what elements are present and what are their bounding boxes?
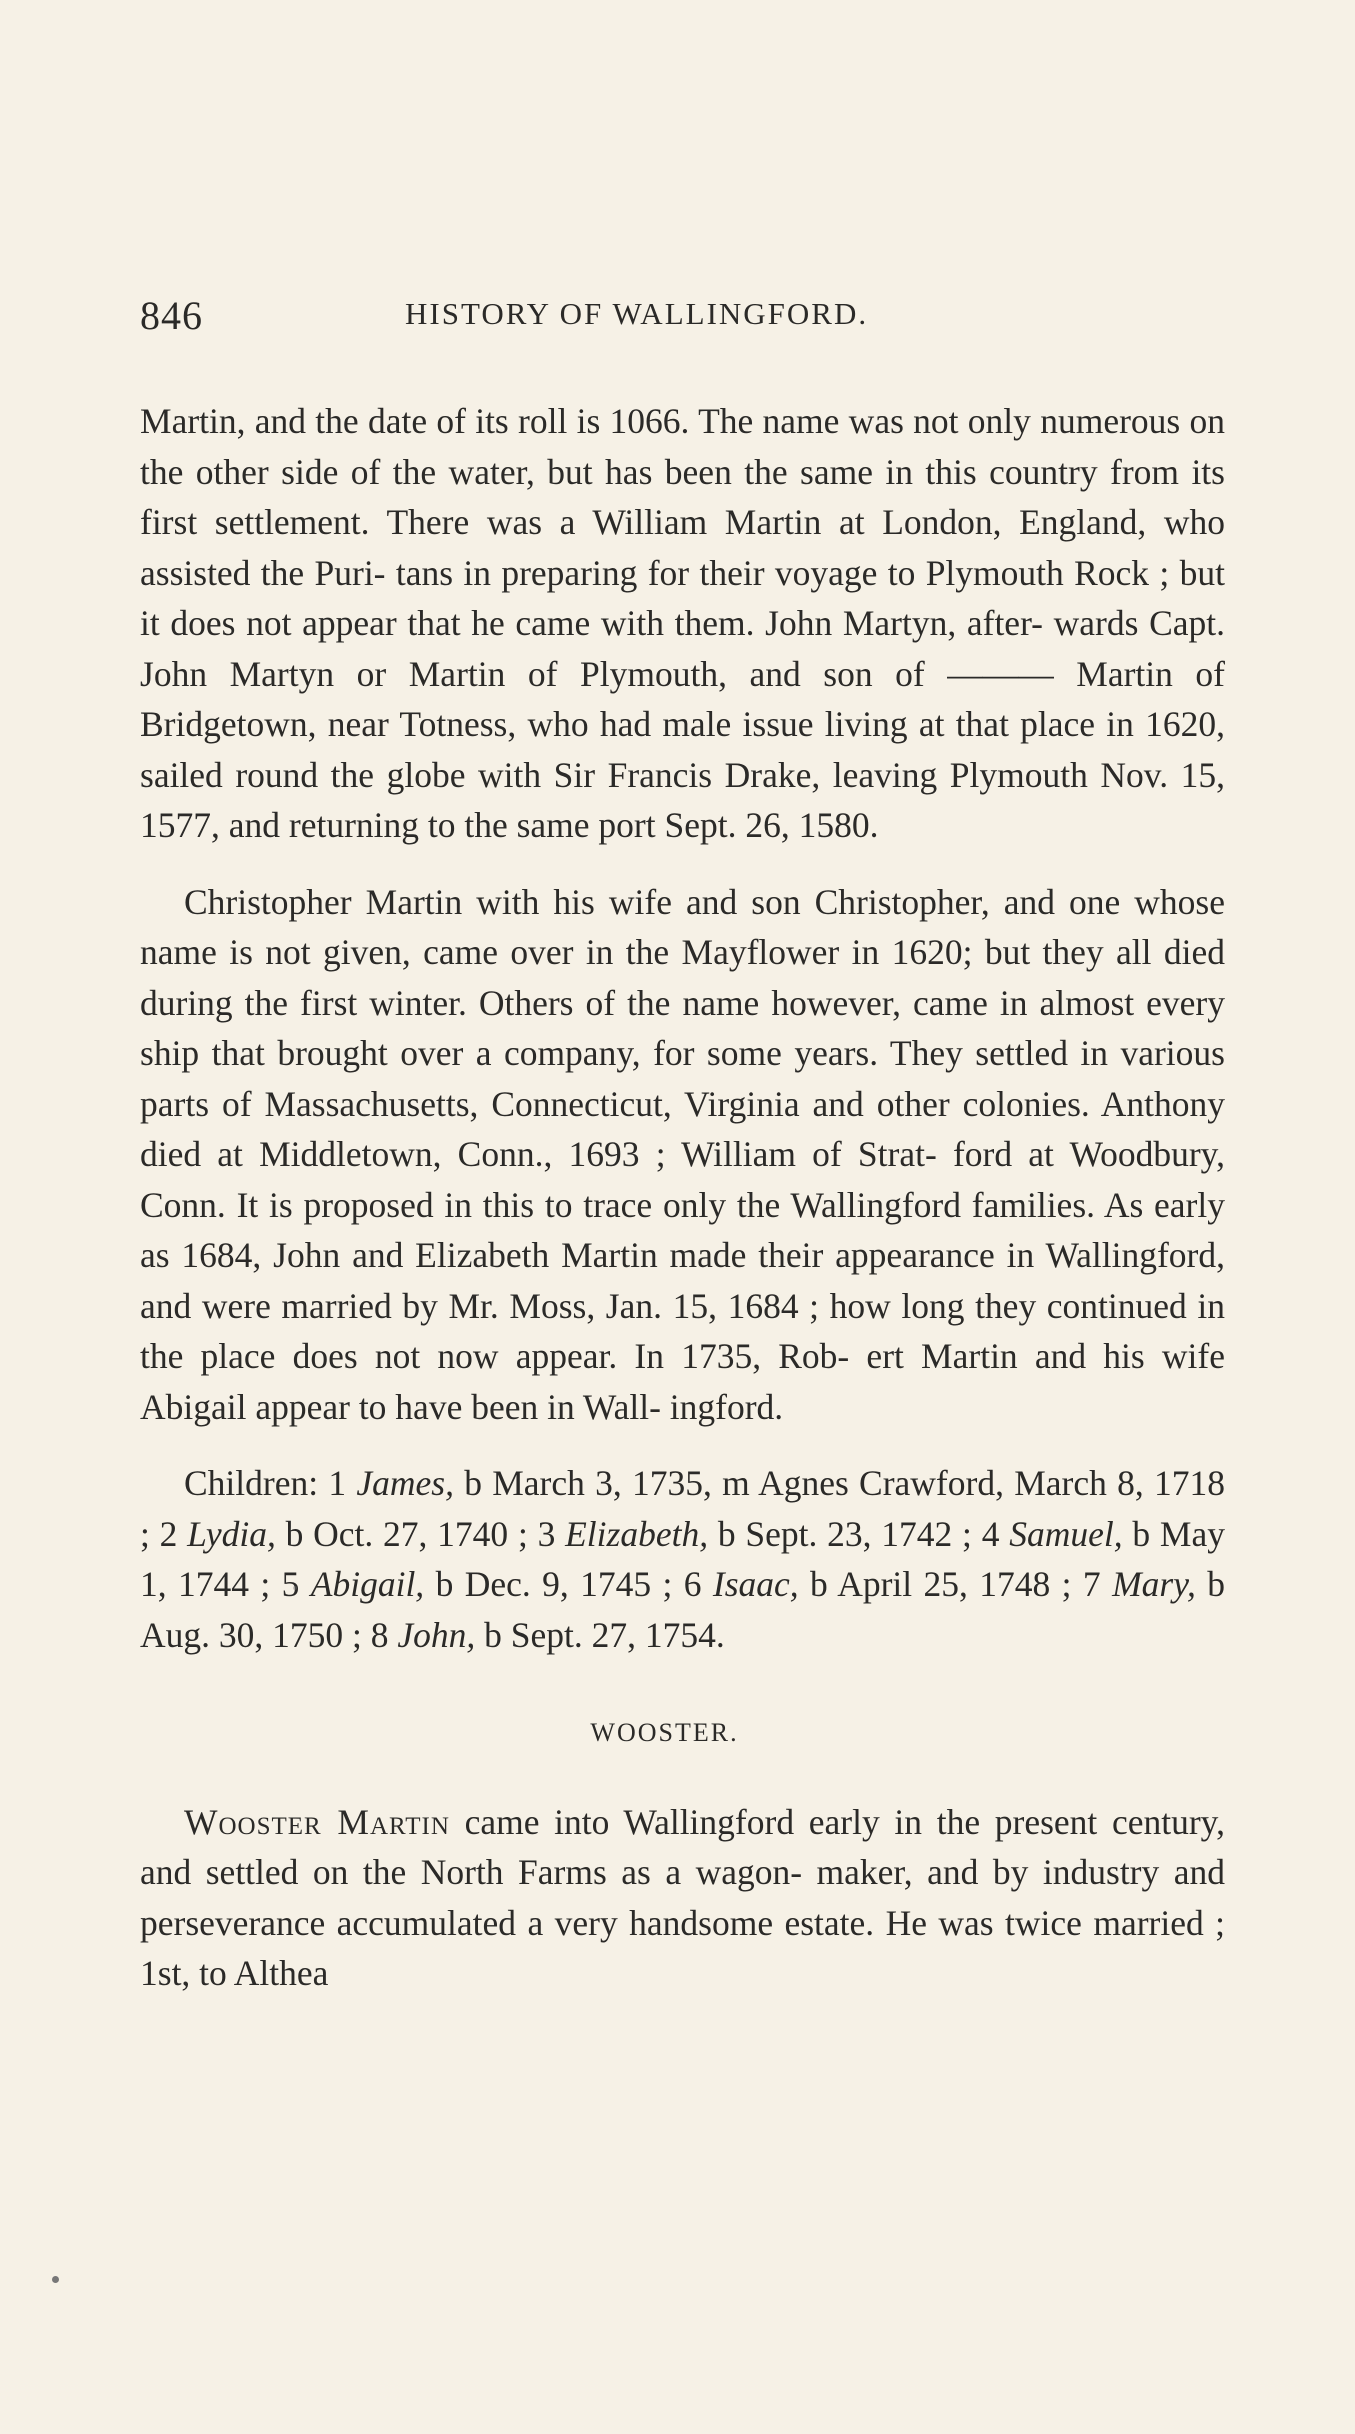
paragraph-martin-origins: Martin, and the date of its roll is 1066. The name was not only numerous on the other side of the water, but has been the same in this country from its first settlement. There was a William Martin at London, England, who assisted the Puri- tans in preparing for their voyage to Plymouth Rock ; but it does not appear that he came with them. John Martyn, after- wards Capt. John Martyn or Martin of Plymouth, and son of ——— Martin of Bridgetown, near Totness, who had male issue living at that place in 1620, sailed round the globe with Sir Francis Drake, leaving Plymouth Nov. 15, 1577, and returning to the same port Sept. 26, 1580.	[140, 401, 1225, 845]
running-head	[140, 292, 1225, 344]
child-name: Mary,	[1112, 1564, 1196, 1604]
body-text	[140, 396, 1225, 1999]
child-name: Lydia,	[187, 1513, 276, 1554]
children-intro: Children: 1	[184, 1463, 357, 1503]
section-heading-wooster: WOOSTER.	[590, 1718, 739, 1747]
child-name: John,	[397, 1614, 476, 1655]
children-list	[140, 1458, 1225, 1660]
child-name: Abigail,	[310, 1564, 425, 1604]
page-number: 846	[140, 293, 203, 338]
paragraph-text: came into Wallingford early in the present century, and settled on the North Farms as a wagon- maker, and by industry and perseverance accumulated a very handsome estate. He was twice married ; 1st, to Althea	[140, 1801, 1225, 1993]
child-details: b Dec. 9, 1745 ; 6	[424, 1564, 713, 1604]
child-name: James,	[356, 1463, 454, 1503]
paragraph-early-martins: Christopher Martin with his wife and son Christopher, and one whose name is not given, came over in the Mayflower in 1620; but they all died during the first winter. Others of the name however, came in almost every ship that brought over a company, for some years. They settled in various parts of Massachusetts, Connecticut, Virginia and other colonies. Anthony died at Middletown, Conn., 1693 ; William of Strat- ford at Woodbury, Conn. It is proposed in this to trace only the Wallingford families. As early as 1684, John and Elizabeth Martin made their appearance in Wallingford, and were married by Mr. Moss, Jan. 15, 1684 ; how long they continued in the place does not now appear. In 1735, Rob- ert Martin and his wife Abigail appear to have been in Wall- ingford.	[140, 881, 1225, 1427]
paper-spot	[293, 1586, 297, 1590]
child-details: b Sept. 23, 1742 ; 4	[708, 1513, 1010, 1554]
child-details: b April 25, 1748 ; 7	[798, 1564, 1113, 1604]
running-title: HISTORY OF WALLINGFORD.	[405, 296, 869, 331]
page-content	[140, 292, 1225, 1999]
child-name: Elizabeth,	[565, 1513, 709, 1554]
child-details: b March 3, 1735, m Agnes Crawford, March 8, 1718 ; 2	[140, 1463, 1225, 1554]
person-name: Wooster Martin	[184, 1801, 450, 1842]
paragraph-wooster-martin	[140, 1797, 1225, 1999]
child-details: b Aug. 30, 1750 ; 8	[140, 1564, 1226, 1655]
child-details: b Oct. 27, 1740 ; 3	[275, 1513, 566, 1554]
child-name: Samuel,	[1009, 1513, 1123, 1554]
paper-spot	[52, 2276, 59, 2283]
child-name: Isaac,	[712, 1564, 799, 1604]
child-details: b May 1, 1744 ; 5	[140, 1513, 1225, 1604]
child-details: b Sept. 27, 1754.	[475, 1614, 725, 1655]
